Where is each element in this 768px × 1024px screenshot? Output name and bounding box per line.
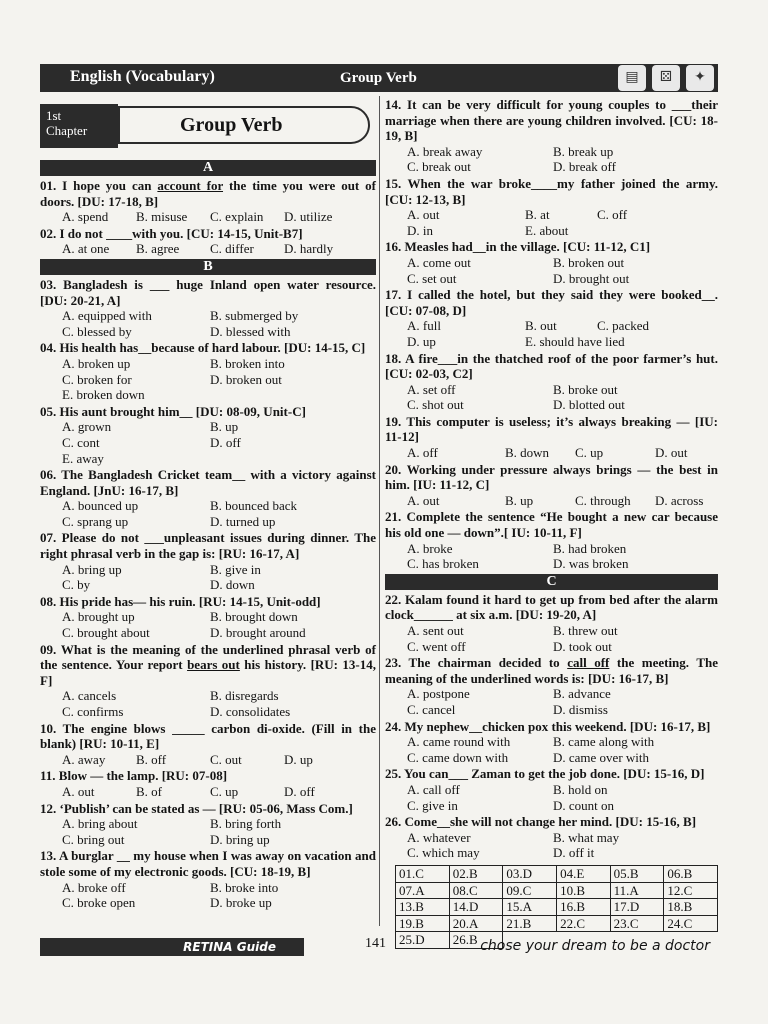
question-q04: [40, 340, 376, 402]
question-q22: [385, 592, 718, 654]
option-a: A. off: [407, 445, 438, 461]
option-d: D. across: [655, 492, 704, 508]
option-c: C. bring out: [62, 831, 125, 847]
options: [40, 241, 376, 257]
right-column: [385, 96, 718, 949]
book-icon: ▤: [618, 65, 646, 91]
answer-cell: 13.B: [396, 899, 450, 916]
option-c: C. shot out: [407, 397, 464, 413]
option-c: C. differ: [210, 241, 254, 257]
options: [40, 609, 376, 640]
option-a: A. equipped with: [62, 308, 152, 324]
footer-brand: RETINA Guide: [40, 938, 304, 956]
left-column: [40, 96, 376, 911]
options: [385, 207, 718, 238]
option-c: C. brought about: [62, 625, 150, 641]
page-number: 141: [365, 936, 386, 951]
options: [385, 830, 718, 861]
option-a: A. broken up: [62, 355, 131, 371]
options: [40, 356, 376, 403]
options: [385, 541, 718, 572]
option-b: B. what may: [553, 829, 620, 845]
answer-cell: 03.D: [503, 865, 557, 882]
option-c: C. off: [597, 207, 628, 223]
answer-cell: 10.B: [557, 882, 611, 899]
question-text-part: the meeting. The meaning of the underlined words is: [DU: 16-17, B]: [385, 655, 718, 686]
option-c: C. break out: [407, 159, 471, 175]
chapter-banner: [40, 104, 376, 148]
option-d: D. turned up: [210, 513, 276, 529]
question-text: 22. Kalam found it hard to get up from bed after the alarm clock______ at six a.m. [DU: 19-20, A]: [385, 591, 718, 623]
question-q12: [40, 801, 376, 848]
section-a-header: A: [40, 160, 376, 176]
option-d: D. bring up: [210, 831, 270, 847]
answer-cell: 25.D: [396, 932, 450, 949]
question-q20: [385, 462, 718, 509]
options: [40, 209, 376, 225]
answer-cell: 12.C: [664, 882, 718, 899]
option-b: B. agree: [136, 241, 180, 257]
question-text: 24. My nephew__chicken pox this weekend. [DU: 16-17, B]: [385, 718, 711, 734]
option-b: B. bring forth: [210, 816, 282, 832]
option-c: C. came down with: [407, 749, 509, 765]
option-b: B. had broken: [553, 540, 627, 556]
question-q21: [385, 509, 718, 571]
option-d: D. break off: [553, 159, 616, 175]
answer-cell: 15.A: [503, 899, 557, 916]
options: [385, 782, 718, 813]
option-a: A. come out: [407, 254, 471, 270]
option-d: D. brought around: [210, 625, 306, 641]
header-title: Group Verb: [340, 70, 417, 86]
answer-cell: 22.C: [557, 915, 611, 932]
question-text-part: bears out: [187, 657, 240, 673]
answer-cell: 18.B: [664, 899, 718, 916]
option-a: A. postpone: [407, 686, 470, 702]
option-c: C. broken for: [62, 371, 132, 387]
option-c: C. broke open: [62, 895, 136, 911]
question-q24: [385, 719, 718, 766]
question-text-part: the time you were out of doors. [DU: 17-18, B]: [40, 178, 376, 209]
option-c: C. out: [210, 751, 242, 767]
question-text-part: account for: [157, 178, 224, 193]
options: [40, 308, 376, 339]
option-b: B. advance: [553, 686, 611, 702]
option-d: D. took out: [553, 638, 612, 654]
question-q03: [40, 277, 376, 339]
options: [40, 784, 376, 800]
option-d: D. down: [210, 577, 255, 593]
question-q18: [385, 351, 718, 413]
question-q05: [40, 404, 376, 466]
option-a: A. broke: [407, 540, 453, 556]
option-c: C. set out: [407, 270, 457, 286]
question-text: 02. I do not ____with you. [CU: 14-15, Unit-B7]: [40, 225, 303, 241]
option-a: A. bring about: [62, 816, 138, 832]
question-text: 16. Measles had__in the village. [CU: 11-12, C1]: [385, 239, 651, 255]
answer-cell: 26.B: [449, 932, 503, 949]
options: [385, 382, 718, 413]
section-b-header: B: [40, 259, 376, 275]
option-b: B. break up: [553, 143, 614, 159]
book-page: [40, 64, 718, 959]
options: [385, 686, 718, 717]
question-text: 26. Come__she will not change her mind. [DU: 15-16, B]: [385, 814, 697, 830]
option-a: A. set off: [407, 381, 456, 397]
answer-cell: 24.C: [664, 915, 718, 932]
answer-cell: 06.B: [664, 865, 718, 882]
option-a: A. sent out: [407, 623, 464, 638]
option-d: D. blotted out: [553, 397, 625, 413]
section-c-header: C: [385, 574, 718, 590]
answer-cell: 02.B: [449, 865, 503, 882]
option-b: B. broke into: [210, 879, 279, 895]
question-text: 08. His pride has— his ruin. [RU: 14-15, Unit-odd]: [40, 593, 321, 609]
option-d: D. dismiss: [553, 701, 608, 717]
option-a: A. brought up: [62, 609, 135, 625]
options: [40, 419, 376, 466]
question-q02: [40, 226, 376, 257]
question-q16: [385, 239, 718, 286]
option-a: A. bounced up: [62, 498, 139, 514]
question-q10: [40, 721, 376, 768]
option-b: B. came along with: [553, 734, 655, 750]
option-c: C. sprang up: [62, 513, 129, 529]
option-b: B. threw out: [553, 623, 618, 638]
answer-cell: 20.A: [449, 915, 503, 932]
option-b: B. misuse: [136, 209, 188, 225]
option-b: B. off: [136, 751, 167, 767]
question-text: 12. ‘Publish’ can be stated as — [RU: 05-06, Mass Com.]: [40, 800, 353, 816]
answer-cell: 01.C: [396, 865, 450, 882]
question-text: 14. It can be very difficult for young couples to ___their marriage when there are young children involved. [CU: 18-19, B]: [385, 97, 718, 144]
question-text: [385, 655, 718, 686]
option-d: D. count on: [553, 797, 615, 813]
option-a: A. away: [62, 751, 106, 767]
option-e: E. broken down: [62, 387, 145, 403]
question-q25: [385, 766, 718, 813]
options: [385, 445, 718, 461]
option-a: A. out: [407, 492, 440, 508]
options: [40, 880, 376, 911]
option-a: A. broke off: [62, 879, 126, 895]
option-a: A. bring up: [62, 561, 122, 577]
option-c: C. by: [62, 577, 91, 593]
option-b: B. broken into: [210, 355, 285, 371]
option-d: D. off it: [553, 845, 595, 861]
option-c: C. which may: [407, 845, 480, 861]
option-c: C. has broken: [407, 556, 479, 572]
page-footer: [40, 936, 718, 958]
answer-cell: 21.B: [503, 915, 557, 932]
option-c: C. up: [210, 783, 239, 799]
page-header: [40, 64, 718, 92]
option-d: D. up: [284, 751, 313, 767]
answer-cell: 09.C: [503, 882, 557, 899]
answer-cell: 23.C: [610, 915, 664, 932]
question-q07: [40, 530, 376, 592]
option-a: A. spend: [62, 209, 109, 225]
options: [385, 318, 718, 349]
option-b: B. up: [210, 419, 239, 435]
question-text: 04. His health has__because of hard labour. [DU: 14-15, C]: [40, 340, 366, 356]
option-d: D. out: [655, 445, 688, 461]
question-text: 25. You can___ Zaman to get the job done. [DU: 15-16, D]: [385, 766, 705, 782]
option-c: C. went off: [407, 638, 466, 654]
dice-icon: ⚄: [652, 65, 680, 91]
option-a: A. break away: [407, 143, 483, 159]
question-text: 20. Working under pressure always brings — the best in him. [IU: 11-12, C]: [385, 461, 718, 493]
question-q09: [40, 642, 376, 720]
options: [385, 623, 718, 654]
option-e: E. about: [525, 222, 569, 238]
answer-cell: 07.A: [396, 882, 450, 899]
option-b: B. hold on: [553, 781, 608, 797]
option-d: D. consolidates: [210, 704, 291, 719]
question-text-part: his history. [RU: 13-14, F]: [40, 657, 377, 688]
answer-cell: 11.A: [610, 882, 664, 899]
question-q08: [40, 594, 376, 641]
question-text-part: call off: [567, 655, 610, 671]
answer-cell: 04.E: [557, 865, 611, 882]
option-d: D. blessed with: [210, 323, 291, 339]
question-text: 15. When the war broke____my father joined the army. [CU: 12-13, B]: [385, 175, 718, 207]
option-b: B. down: [505, 445, 550, 461]
option-d: D. was broken: [553, 556, 629, 572]
option-a: A. full: [407, 318, 441, 334]
question-text: 06. The Bangladesh Cricket team__ with a victory against England. [JnU: 16-17, B]: [40, 467, 376, 498]
answer-cell: 08.C: [449, 882, 503, 899]
option-d: D. up: [407, 333, 436, 349]
question-text-part: 23. The chairman decided to: [385, 655, 568, 671]
answer-cell: 17.D: [610, 899, 664, 916]
options: [385, 493, 718, 509]
option-d: D. off: [210, 434, 241, 450]
answer-cell: 14.D: [449, 899, 503, 916]
option-c: C. give in: [407, 797, 458, 813]
option-d: D. came over with: [553, 749, 650, 765]
option-b: B. out: [525, 318, 557, 334]
question-q01: [40, 178, 376, 225]
question-text: 11. Blow — the lamp. [RU: 07-08]: [40, 768, 228, 784]
question-q23: [385, 655, 718, 717]
option-d: D. broke up: [210, 895, 272, 911]
question-text: 21. Complete the sentence “He bought a new car because his old one — down”.[ IU: 10-11, F]: [385, 509, 718, 541]
option-a: A. cancels: [62, 688, 117, 704]
question-text: 17. I called the hotel, but they said they were booked__. [CU: 07-08, D]: [385, 287, 718, 318]
question-text-part: 09. What is the meaning of the underlined phrasal verb of the sentence. Your report: [40, 641, 376, 673]
footer-tagline: chose your dream to be a doctor: [480, 938, 710, 954]
option-b: B. give in: [210, 561, 261, 577]
question-text: 18. A fire___in the thatched roof of the poor farmer’s hut. [CU: 02-03, C2]: [385, 350, 718, 382]
question-text: 19. This computer is useless; it’s always breaking — [IU: 11-12]: [385, 413, 718, 445]
option-b: B. disregards: [210, 688, 279, 704]
option-d: D. brought out: [553, 270, 630, 286]
question-q14: [385, 97, 718, 175]
answer-row: [396, 915, 718, 932]
lamp-icon: ✦: [686, 65, 714, 91]
answer-row: [396, 865, 718, 882]
option-a: A. out: [407, 207, 440, 223]
option-b: B. broken out: [553, 254, 625, 270]
chapter-tab: 1st Chapter: [40, 104, 118, 148]
question-q17: [385, 287, 718, 349]
options: [40, 816, 376, 847]
options: [385, 734, 718, 765]
question-text: 10. The engine blows _____ carbon di-oxide. (Fill in the blank) [RU: 10-11, E]: [40, 720, 376, 752]
option-b: B. broke out: [553, 381, 618, 397]
question-text-part: 01. I hope you can: [40, 178, 158, 193]
option-d: D. broken out: [210, 371, 282, 387]
column-divider: [379, 96, 380, 926]
option-b: B. bounced back: [210, 498, 298, 514]
question-text: 13. A burglar __ my house when I was away on vacation and stole some of my electronic goods. [CU: 18-19, B]: [40, 848, 376, 879]
answer-cell: 19.B: [396, 915, 450, 932]
options: [40, 688, 376, 719]
header-subject: English (Vocabulary): [70, 68, 215, 85]
option-d: D. utilize: [284, 209, 333, 225]
question-text: 05. His aunt brought him__ [DU: 08-09, Unit-C]: [40, 403, 306, 419]
option-b: B. at: [525, 207, 550, 223]
option-c: C. cancel: [407, 701, 456, 717]
question-q13: [40, 848, 376, 910]
chapter-title: Group Verb: [118, 106, 370, 144]
option-c: C. packed: [597, 318, 649, 334]
option-e: E. away: [62, 450, 104, 466]
option-c: C. through: [575, 492, 631, 508]
options: [40, 562, 376, 593]
options: [40, 498, 376, 529]
question-text: [40, 178, 376, 209]
option-c: C. explain: [210, 209, 264, 225]
question-text: [40, 642, 376, 689]
question-q06: [40, 467, 376, 529]
question-text: 03. Bangladesh is ___ huge Inland open water resource. [DU: 20-21, A]: [40, 276, 376, 308]
answer-row: [396, 899, 718, 916]
option-e: E. should have lied: [525, 333, 625, 349]
option-d: D. hardly: [284, 241, 334, 257]
options: [385, 144, 718, 175]
option-a: A. call off: [407, 781, 460, 797]
option-a: A. at one: [62, 241, 110, 257]
option-a: A. out: [62, 783, 95, 799]
option-b: B. of: [136, 783, 162, 799]
option-a: A. came round with: [407, 734, 511, 750]
option-b: B. up: [505, 492, 534, 508]
options: [385, 255, 718, 286]
option-d: D. in: [407, 222, 433, 238]
answer-row: [396, 882, 718, 899]
option-a: A. whatever: [407, 829, 471, 845]
question-q11: [40, 768, 376, 799]
question-q26: [385, 814, 718, 861]
option-c: C. cont: [62, 434, 100, 450]
answer-cell: 05.B: [610, 865, 664, 882]
question-q15: [385, 176, 718, 238]
option-b: B. brought down: [210, 609, 298, 625]
option-a: A. grown: [62, 419, 112, 435]
question-q19: [385, 414, 718, 461]
option-c: C. up: [575, 445, 604, 461]
answer-cell: 16.B: [557, 899, 611, 916]
option-b: B. submerged by: [210, 308, 299, 324]
options: [40, 752, 376, 768]
question-text: 07. Please do not ___unpleasant issues during dinner. The right phrasal verb in the gap is: [RU: 16-17, A]: [40, 530, 376, 562]
option-d: D. off: [284, 783, 315, 799]
option-c: C. blessed by: [62, 323, 132, 339]
option-c: C. confirms: [62, 704, 124, 719]
